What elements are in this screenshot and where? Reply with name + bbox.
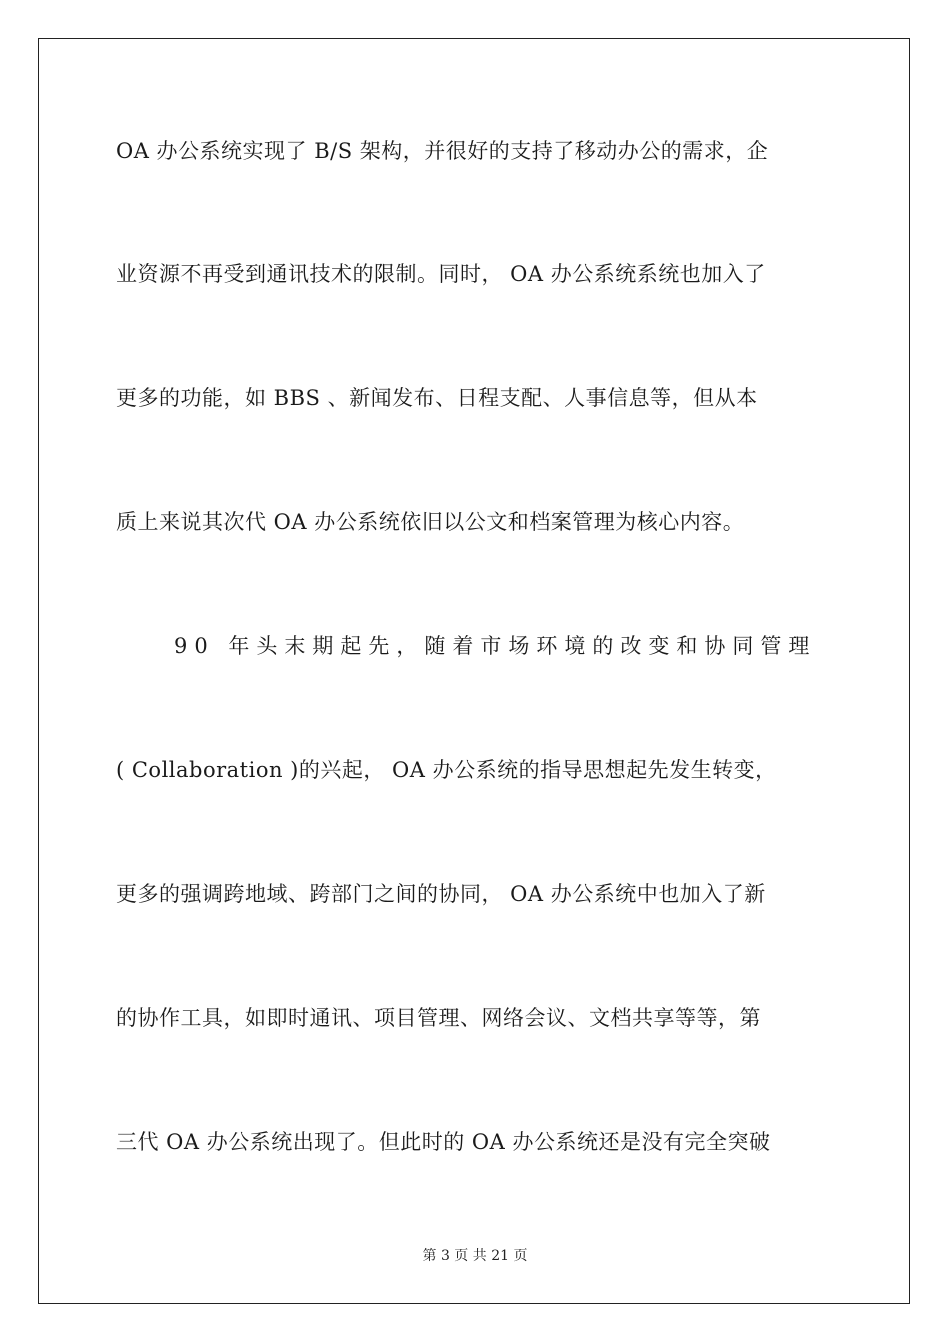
paragraph-line: 更多的强调跨地域、跨部门之间的协同， OA 办公系统中也加入了新: [116, 882, 766, 906]
page-number-footer: 第 3 页 共 21 页: [422, 1248, 528, 1264]
paragraph-line-indented: 90 年头末期起先，随着市场环境的改变和协同管理: [174, 634, 817, 658]
page-border: [38, 38, 910, 1304]
paragraph-line: ( Collaboration )的兴起， OA 办公系统的指导思想起先发生转变，: [116, 758, 777, 782]
paragraph-line: 更多的功能，如 BBS 、新闻发布、日程支配、人事信息等，但从本: [116, 386, 758, 410]
paragraph-line: 业资源不再受到通讯技术的限制。同时， OA 办公系统系统也加入了: [116, 262, 766, 286]
paragraph-line: 三代 OA 办公系统出现了。但此时的 OA 办公系统还是没有完全突破: [116, 1130, 771, 1154]
paragraph-line: OA 办公系统实现了 B/S 架构，并很好的支持了移动办公的需求，企: [116, 139, 769, 163]
paragraph-line: 的协作工具，如即时通讯、项目管理、网络会议、文档共享等等，第: [116, 1006, 761, 1030]
paragraph-line: 质上来说其次代 OA 办公系统依旧以公文和档案管理为核心内容。: [116, 510, 745, 534]
